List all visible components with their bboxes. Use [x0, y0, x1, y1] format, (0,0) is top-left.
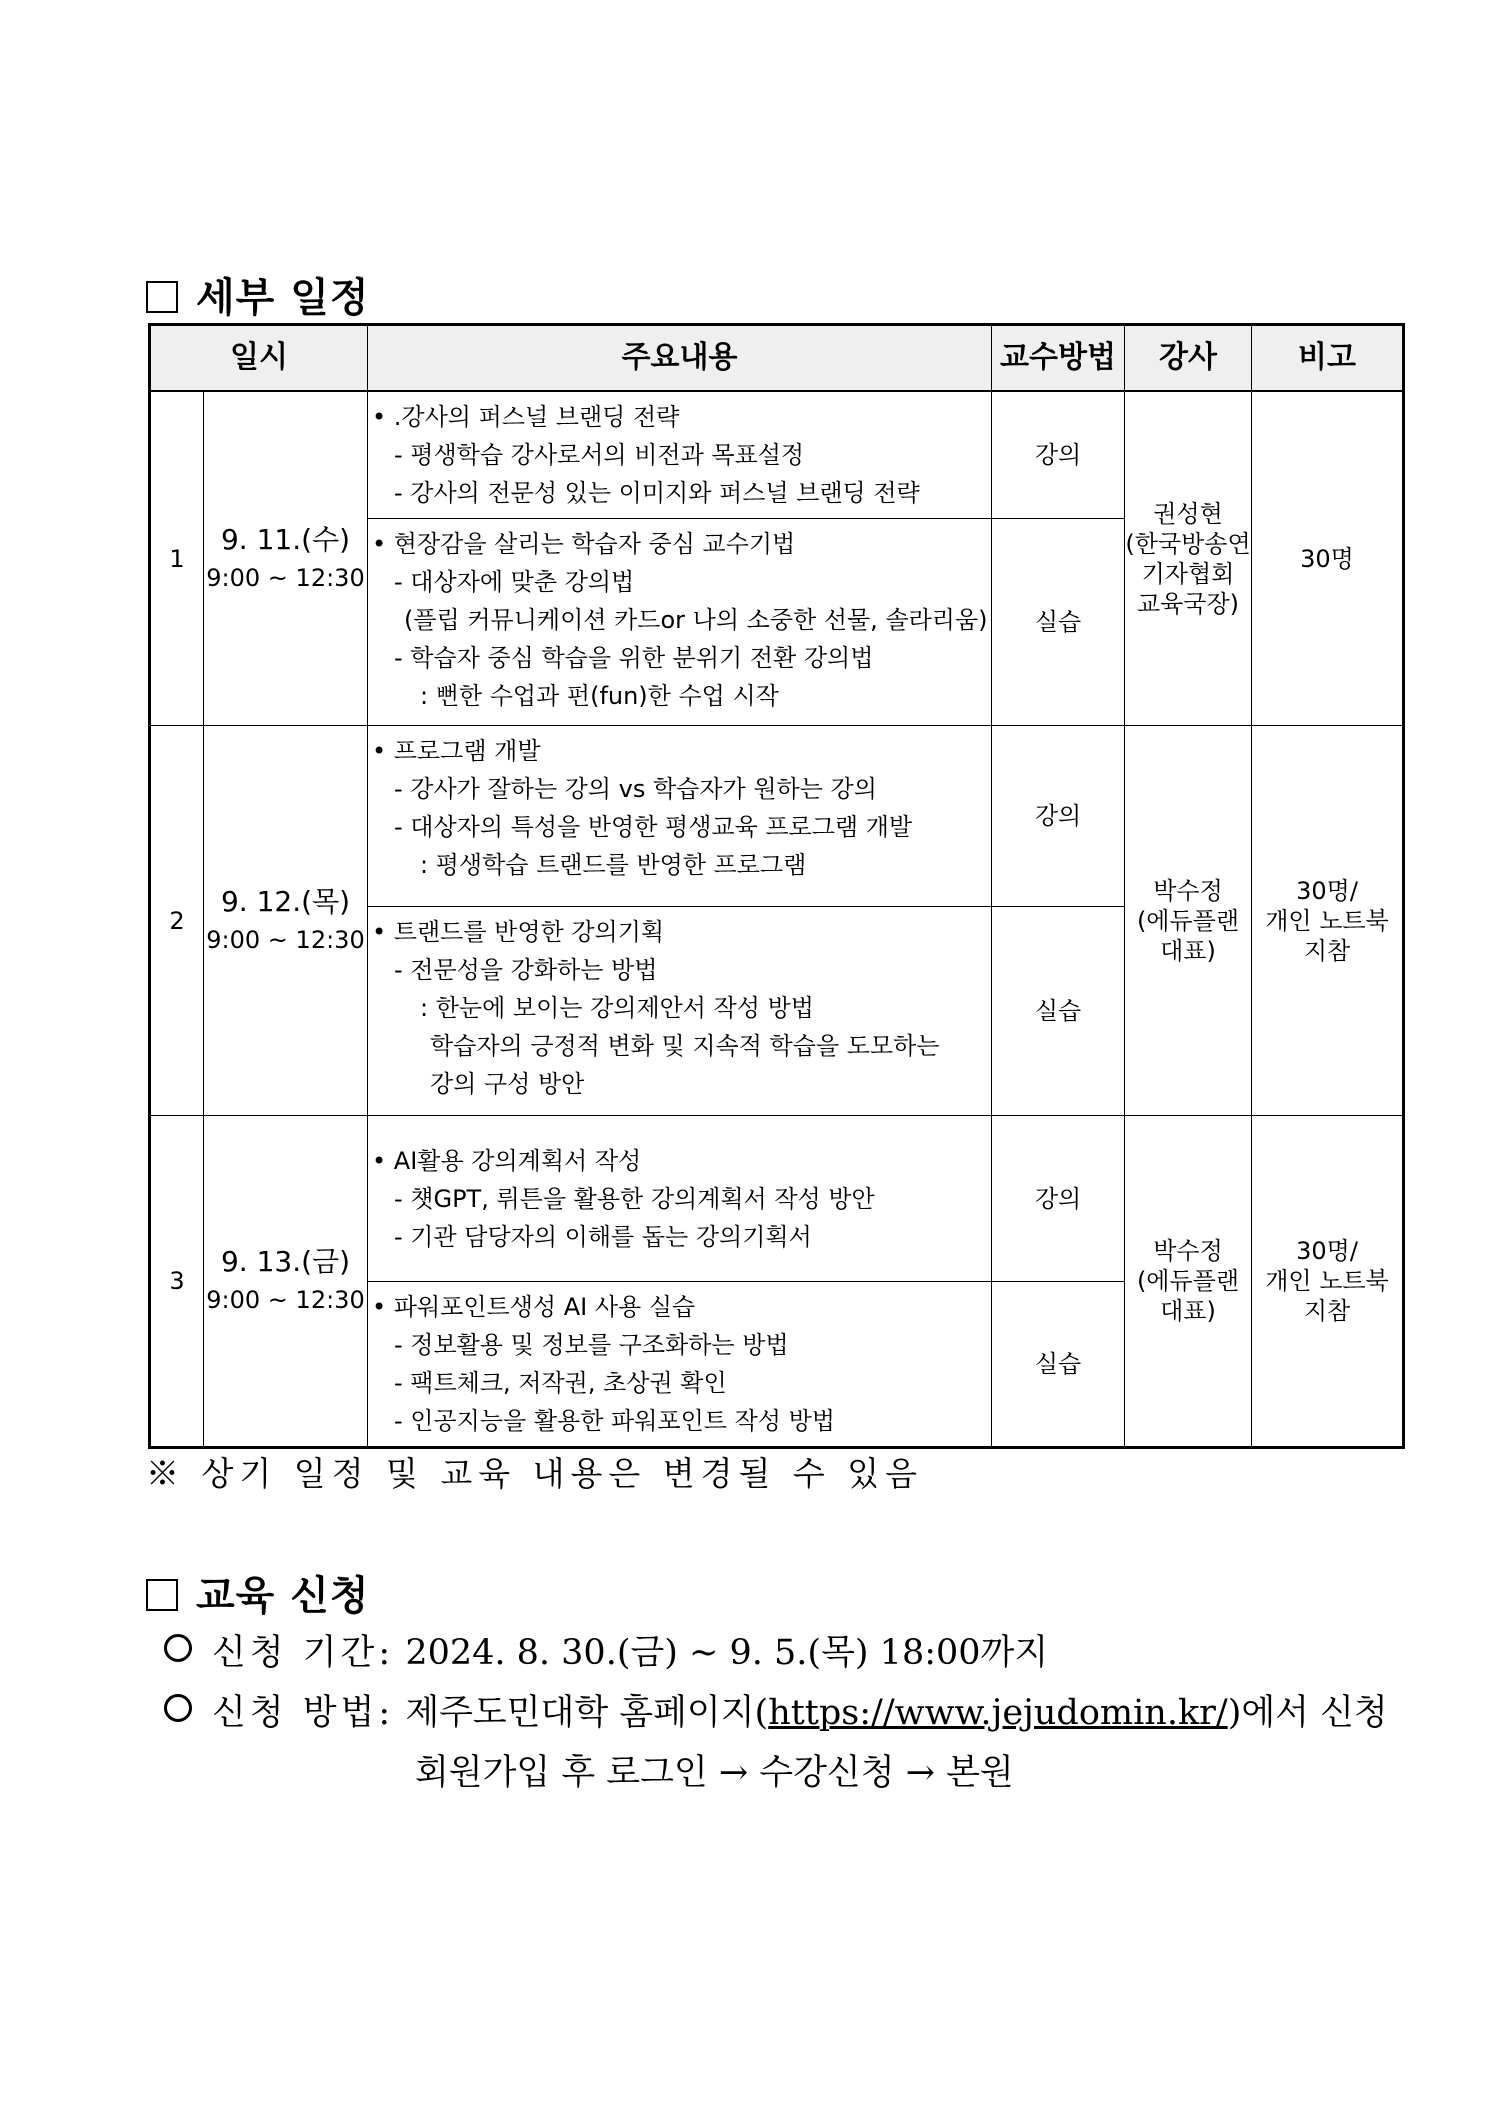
content-line: 강의 구성 방안: [430, 1070, 585, 1098]
day-time: 9:00 ~ 12:30: [206, 563, 365, 592]
content-cell: [368, 726, 992, 907]
method-cell: 강의: [992, 726, 1125, 907]
content-cell: [368, 907, 992, 1116]
method-suffix: )에서 신청: [1227, 1693, 1388, 1733]
application-method: [164, 1685, 1388, 1735]
content-line: - 정보활용 및 정보를 구조화하는 방법: [394, 1331, 789, 1359]
schedule-table: [148, 323, 1405, 1449]
header-teacher: 강사: [1125, 325, 1252, 392]
content-line: 학습자의 긍정적 변화 및 지속적 학습을 도모하는: [430, 1032, 940, 1060]
teacher-cell: [1125, 391, 1252, 726]
teacher-line: 대표): [1160, 1297, 1216, 1325]
content-line: - 대상자에 맞춘 강의법: [394, 568, 635, 596]
note-line: 개인 노트북: [1265, 906, 1389, 935]
section-title-schedule: [146, 266, 370, 323]
day-time: 9:00 ~ 12:30: [206, 1286, 365, 1314]
method-cell: 실습: [992, 907, 1125, 1116]
content-line: • 현장감을 살리는 학습자 중심 교수기법: [372, 530, 796, 558]
teacher-line: (에듀플랜: [1136, 906, 1240, 935]
application-steps: 회원가입 후 로그인 → 수강신청 → 본원: [415, 1753, 1014, 1793]
homepage-link[interactable]: https://www.jejudomin.kr/: [768, 1693, 1228, 1733]
table-header-row: [150, 325, 1404, 392]
note-cell: [1252, 391, 1404, 726]
content-line: - 학습자 중심 학습을 위한 분위기 전환 강의법: [394, 644, 874, 672]
content-line: : 한눈에 보이는 강의제안서 작성 방법: [420, 994, 814, 1022]
note-cell: [1252, 726, 1404, 1116]
content-cell: [368, 391, 992, 519]
period-value: 2024. 8. 30.(금) ~ 9. 5.(목) 18:00까지: [405, 1633, 1049, 1673]
note-line: 개인 노트북: [1265, 1267, 1389, 1295]
method-cell: 실습: [992, 1282, 1125, 1448]
application-period: [164, 1625, 1048, 1675]
method-prefix: 제주도민대학 홈페이지(: [405, 1693, 769, 1733]
method-label: 신청 방법:: [212, 1693, 395, 1733]
day-time: 9:00 ~ 12:30: [206, 925, 365, 954]
content-line: • 파워포인트생성 AI 사용 실습: [372, 1293, 696, 1321]
section-title-application: [146, 1564, 370, 1621]
note-line: 지참: [1303, 936, 1351, 965]
content-line: - 대상자의 특성을 반영한 평생교육 프로그램 개발: [394, 813, 913, 841]
content-line: • .강사의 퍼스널 브랜딩 전략: [372, 403, 680, 431]
note-line: 30명: [1300, 544, 1354, 573]
teacher-line: (한국방송연: [1125, 529, 1251, 558]
day-date-cell: [204, 391, 368, 726]
teacher-line: 박수정: [1153, 876, 1223, 905]
day-date: 9. 11.(수): [220, 522, 351, 556]
day-date-cell: [204, 1116, 368, 1448]
content-line: • 프로그램 개발: [372, 737, 541, 765]
day-date: 9. 13.(금): [220, 1245, 351, 1278]
content-line: - 인공지능을 활용한 파워포인트 작성 방법: [394, 1407, 835, 1435]
note-line: 30명/: [1296, 876, 1358, 905]
content-line: - 강사의 전문성 있는 이미지와 퍼스널 브랜딩 전략: [394, 479, 920, 507]
checkbox-square-icon: [146, 281, 178, 313]
day-number: 2: [150, 726, 204, 1116]
checkbox-square-icon: [146, 1579, 178, 1611]
note-cell: [1252, 1116, 1404, 1448]
schedule-notice: ※ 상기 일정 및 교육 내용은 변경될 수 있음: [146, 1454, 923, 1493]
period-label: 신청 기간:: [212, 1633, 395, 1673]
header-content: 주요내용: [368, 325, 992, 392]
teacher-cell: [1125, 1116, 1252, 1448]
content-line: - 평생학습 강사로서의 비전과 목표설정: [394, 441, 805, 469]
header-note: 비고: [1252, 325, 1404, 392]
teacher-line: 교육국장): [1136, 589, 1240, 618]
day-number: 3: [150, 1116, 204, 1448]
table-row: [150, 726, 1404, 907]
content-cell: [368, 1116, 992, 1282]
content-cell: [368, 1282, 992, 1448]
day-number: 1: [150, 391, 204, 726]
header-date: 일시: [150, 325, 368, 392]
day-date: 9. 12.(목): [220, 884, 351, 918]
teacher-line: 권성현: [1153, 499, 1223, 528]
day-date-cell: [204, 726, 368, 1116]
circle-bullet-icon: [164, 1634, 192, 1662]
header-method: 교수방법: [992, 325, 1125, 392]
table-row: [150, 1116, 1404, 1282]
teacher-line: 박수정: [1153, 1237, 1223, 1265]
content-line: - 팩트체크, 저작권, 초상권 확인: [394, 1369, 727, 1397]
teacher-line: (에듀플랜: [1136, 1267, 1240, 1295]
content-cell: [368, 519, 992, 726]
content-line: - 첏GPT, 뤼튼을 활용한 강의계획서 작성 방안: [394, 1184, 875, 1213]
method-cell: 강의: [992, 391, 1125, 519]
method-cell: 강의: [992, 1116, 1125, 1282]
section-title-text: 교육 신청: [196, 1573, 370, 1619]
circle-bullet-icon: [164, 1694, 192, 1722]
content-line: (플립 커뮤니케이션 카드or 나의 소중한 선물, 솔라리움): [404, 606, 988, 634]
content-line: • AI활용 강의계획서 작성: [372, 1146, 642, 1175]
content-line: : 뻔한 수업과 펀(fun)한 수업 시작: [420, 682, 779, 710]
table-row: [150, 391, 1404, 519]
content-line: - 강사가 잘하는 강의 vs 학습자가 원하는 강의: [394, 775, 877, 803]
content-line: • 트랜드를 반영한 강의기획: [372, 918, 665, 946]
teacher-cell: [1125, 726, 1252, 1116]
note-line: 30명/: [1296, 1237, 1358, 1265]
teacher-line: 대표): [1160, 936, 1216, 965]
content-line: : 평생학습 트랜드를 반영한 프로그램: [420, 851, 807, 879]
method-cell: 실습: [992, 519, 1125, 726]
content-line: - 전문성을 강화하는 방법: [394, 956, 658, 984]
section-title-text: 세부 일정: [196, 275, 370, 321]
teacher-line: 기자협회: [1141, 559, 1235, 588]
note-line: 지참: [1303, 1297, 1351, 1325]
content-line: - 기관 담당자의 이해를 돕는 강의기획서: [394, 1222, 812, 1251]
